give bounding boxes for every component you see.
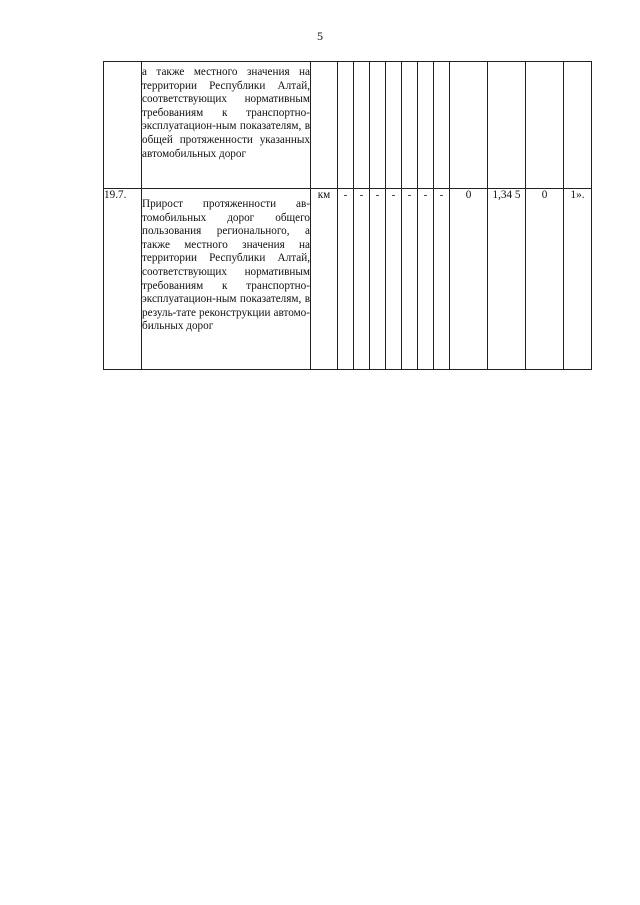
row-number [104,62,142,189]
row-number: 19.7. [104,189,142,370]
value-cell: 0 [450,189,488,370]
value-cell [434,62,450,189]
value-cell [338,62,354,189]
value-cell: - [418,189,434,370]
value-cell [370,62,386,189]
value-cell [418,62,434,189]
value-cell: - [434,189,450,370]
value-cell: - [386,189,402,370]
value-cell: 1,34 5 [488,189,526,370]
value-cell [402,62,418,189]
unit-cell: км [311,189,338,370]
value-cell: - [354,189,370,370]
value-cell [450,62,488,189]
value-cell [564,62,592,189]
value-cell [354,62,370,189]
unit-cell [311,62,338,189]
value-cell: 1». [564,189,592,370]
value-cell: - [338,189,354,370]
indicator-name: а также местного значения на территории Республики Алтай, соответствующих нормативным требованиям к транспортно-эксплуатацион-ным показателям, в общей протяженности указанных автомобильных дорог [142,62,311,189]
value-cell: - [402,189,418,370]
value-cell: 0 [526,189,564,370]
page-number: 5 [317,29,323,43]
value-cell [386,62,402,189]
indicators-table [103,61,592,370]
table-row [104,189,592,370]
indicator-name: Прирост протяженности ав-томобильных дорог общего пользования регионального, а также местного значения на территории Республики Алтай, соответствующих нормативным требованиям к транспортно-эксплуатацион-ным показателям, в резуль-тате реконструкции автомо-бильных дорог [142,189,311,370]
table-row [104,62,592,189]
value-cell: - [370,189,386,370]
value-cell [526,62,564,189]
value-cell [488,62,526,189]
